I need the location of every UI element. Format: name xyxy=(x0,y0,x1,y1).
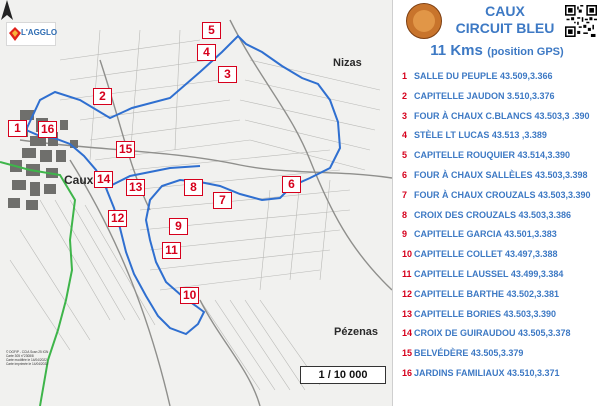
marker-6[interactable]: 6 xyxy=(282,176,301,193)
place-label: CAPITELLE BORIES 43.503,3.390 xyxy=(414,308,557,319)
legend-panel xyxy=(394,0,600,406)
agglo-logo-text: L'AGGLO xyxy=(21,28,58,37)
place-label: STÈLE LT LUCAS 43.513 ,3.389 xyxy=(414,130,547,141)
place-item[interactable] xyxy=(402,268,598,288)
place-item[interactable] xyxy=(402,228,598,248)
place-label: BELVÉDÈRE 43.505,3.379 xyxy=(414,348,524,359)
agglo-logo xyxy=(6,22,56,46)
place-item[interactable] xyxy=(402,367,598,387)
village-label-caux: Caux xyxy=(64,173,94,187)
gps-note: (position GPS) xyxy=(487,46,564,58)
circuit-distance xyxy=(402,42,592,60)
marker-2[interactable]: 2 xyxy=(93,88,112,105)
marker-8[interactable]: 8 xyxy=(184,179,203,196)
place-item[interactable] xyxy=(402,327,598,347)
place-number: 10 xyxy=(402,249,413,260)
place-item[interactable] xyxy=(402,248,598,268)
marker-15[interactable]: 15 xyxy=(116,141,135,158)
place-label: FOUR À CHAUX SALLÈLES 43.503,3.398 xyxy=(414,169,588,180)
map-credit-line: Carte modifiée le 14/04/2022 xyxy=(6,358,47,362)
marker-16[interactable]: 16 xyxy=(38,121,57,138)
place-number: 5 xyxy=(402,150,408,161)
marker-7[interactable]: 7 xyxy=(213,192,232,209)
place-number: 3 xyxy=(402,110,408,121)
map-scale: 1 / 10 000 xyxy=(300,366,386,384)
club-emblem-icon xyxy=(406,3,442,39)
place-label: CAPITELLE BARTHE 43.502,3.381 xyxy=(414,288,560,299)
marker-14[interactable]: 14 xyxy=(94,171,113,188)
marker-1[interactable]: 1 xyxy=(8,120,27,137)
village-label-nizas: Nizas xyxy=(333,57,362,69)
village-label-pezenas: Pézenas xyxy=(334,326,379,338)
place-label: CAPITELLE GARCIA 43.501,3.383 xyxy=(414,229,557,240)
place-number: 14 xyxy=(402,328,413,339)
place-number: 11 xyxy=(402,268,412,279)
place-label: FOUR À CHAUX CROUZALS 43.503,3.390 xyxy=(414,189,591,200)
place-item[interactable] xyxy=(402,209,598,229)
place-label: CROIX DE GUIRAUDOU 43.505,3.378 xyxy=(414,328,571,339)
marker-13[interactable]: 13 xyxy=(126,179,145,196)
place-item[interactable] xyxy=(402,70,598,90)
place-label: CAPITELLE LAUSSEL 43.499,3.384 xyxy=(414,268,564,279)
distance-value: 11 Kms xyxy=(430,42,483,59)
place-item[interactable] xyxy=(402,169,598,189)
place-number: 16 xyxy=(402,367,413,378)
place-number: 1 xyxy=(402,71,408,81)
place-item[interactable] xyxy=(402,110,598,130)
place-number: 6 xyxy=(402,169,408,180)
place-number: 12 xyxy=(402,288,413,299)
place-item[interactable] xyxy=(402,288,598,308)
map-credit-line: Carte imprimée le 14/04/2022 xyxy=(6,362,48,366)
qr-code-icon[interactable] xyxy=(565,5,597,37)
north-arrow-icon xyxy=(0,0,14,22)
place-item[interactable] xyxy=(402,129,598,149)
place-number: 15 xyxy=(402,348,413,359)
marker-12[interactable]: 12 xyxy=(108,210,127,227)
place-number: 13 xyxy=(402,308,413,319)
place-number: 2 xyxy=(402,90,408,101)
marker-11[interactable]: 11 xyxy=(162,242,181,259)
page-title: CAUX xyxy=(485,3,525,19)
marker-10[interactable]: 10 xyxy=(180,287,199,304)
circuit-name: CIRCUIT BLEU xyxy=(455,20,555,36)
place-label: FOUR À CHAUX C.BLANCS 43.503,3 .390 xyxy=(414,110,590,121)
marker-5[interactable]: 5 xyxy=(202,22,221,39)
place-number: 4 xyxy=(402,130,408,141)
map-credit-line: Carte 305 n°2308/8 xyxy=(6,354,34,358)
place-number: 9 xyxy=(402,229,408,240)
marker-3[interactable]: 3 xyxy=(218,66,237,83)
place-item[interactable] xyxy=(402,149,598,169)
place-label: SALLE DU PEUPLE 43.509,3.366 xyxy=(414,71,553,81)
map-credits xyxy=(6,350,76,366)
place-label: JARDINS FAMILIAUX 43.510,3.371 xyxy=(414,367,560,378)
place-list xyxy=(402,70,598,387)
place-number: 7 xyxy=(402,189,408,200)
marker-9[interactable]: 9 xyxy=(169,218,188,235)
place-label: CAPITELLE COLLET 43.497,3.388 xyxy=(414,249,558,260)
place-item[interactable] xyxy=(402,189,598,209)
agglo-logo-icon xyxy=(9,27,21,41)
place-item[interactable] xyxy=(402,308,598,328)
marker-4[interactable]: 4 xyxy=(197,44,216,61)
map-credit-line: © DGFIP - CCIA Scan 25 IGN xyxy=(6,350,49,354)
place-item[interactable] xyxy=(402,347,598,367)
place-item[interactable] xyxy=(402,90,598,110)
place-label: CAPITELLE ROUQUIER 43.514,3.390 xyxy=(414,150,571,161)
place-number: 8 xyxy=(402,209,408,220)
place-label: CAPITELLE JAUDON 3.510,3.376 xyxy=(414,90,555,101)
place-label: CROIX DES CROUZALS 43.503,3.386 xyxy=(414,209,572,220)
